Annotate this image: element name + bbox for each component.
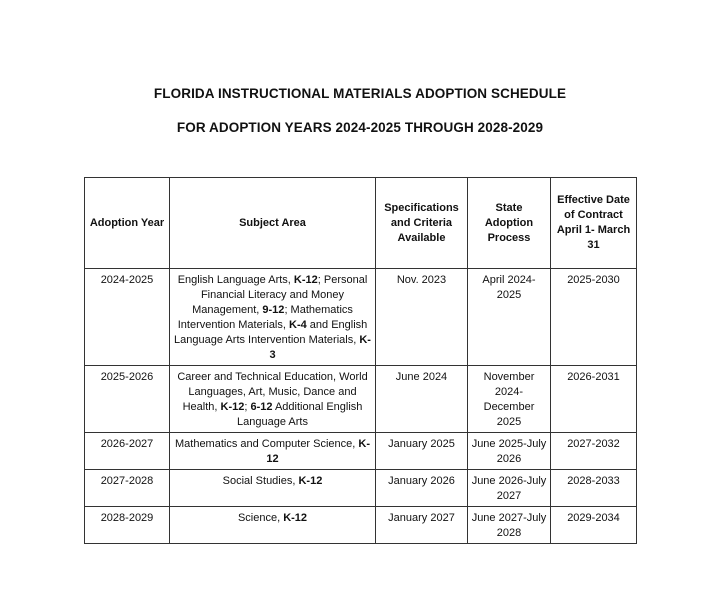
table-row <box>85 269 637 366</box>
cell-subject <box>170 366 376 433</box>
cell-spec: January 2025 <box>376 433 468 470</box>
cell-effective: 2028-2033 <box>551 470 637 507</box>
cell-year: 2025-2026 <box>85 366 170 433</box>
cell-spec: January 2026 <box>376 470 468 507</box>
cell-year: 2027-2028 <box>85 470 170 507</box>
grade-range: K-12 <box>293 274 318 286</box>
cell-subject <box>170 507 376 544</box>
cell-effective: 2026-2031 <box>551 366 637 433</box>
table-row <box>85 433 637 470</box>
cell-adoption: June 2025-July 2026 <box>468 433 551 470</box>
cell-subject <box>170 470 376 507</box>
header-subject-area: Subject Area <box>170 178 376 269</box>
subject-text: ; Personal Financial Literacy and Money Management, <box>192 274 368 316</box>
subject-text: Career and Technical Education, World Languages, Art, Music, Dance and Health, <box>177 371 368 413</box>
table-header-row <box>85 178 637 269</box>
header-state-adoption: State Adoption Process <box>468 178 551 269</box>
cell-effective: 2029-2034 <box>551 507 637 544</box>
grade-range: 6-12 <box>250 401 273 413</box>
table-row <box>85 470 637 507</box>
subject-text: Additional English Language Arts <box>237 401 363 428</box>
subject-text: ; <box>244 401 251 413</box>
grade-range: K-12 <box>283 512 308 524</box>
grade-range: K-12 <box>266 438 371 465</box>
subject-text: ; Mathematics Intervention Materials, <box>177 304 353 331</box>
table-row <box>85 507 637 544</box>
grade-range: K-3 <box>269 334 371 361</box>
subject-text: English Language Arts, <box>177 274 294 286</box>
cell-effective: 2027-2032 <box>551 433 637 470</box>
header-specifications: Specifications and Criteria Available <box>376 178 468 269</box>
cell-spec: January 2027 <box>376 507 468 544</box>
cell-spec: Nov. 2023 <box>376 269 468 366</box>
cell-spec: June 2024 <box>376 366 468 433</box>
document-subtitle: FOR ADOPTION YEARS 2024-2025 THROUGH 2028-2029 <box>176 120 544 135</box>
subject-text: Mathematics and Computer Science, <box>174 438 359 450</box>
cell-adoption: June 2027-July 2028 <box>468 507 551 544</box>
subject-text: Social Studies, <box>222 475 299 487</box>
grade-range: K-4 <box>289 319 307 331</box>
grade-range: 9-12 <box>262 304 285 316</box>
cell-year: 2024-2025 <box>85 269 170 366</box>
cell-adoption: November 2024-December 2025 <box>468 366 551 433</box>
header-effective-date: Effective Date of Contract April 1- March 31 <box>551 178 637 269</box>
cell-subject <box>170 269 376 366</box>
subject-text: Science, <box>237 512 284 524</box>
subject-text: and English Language Arts Intervention Materials, <box>174 319 368 346</box>
cell-year: 2028-2029 <box>85 507 170 544</box>
table-row <box>85 366 637 433</box>
cell-year: 2026-2027 <box>85 433 170 470</box>
cell-subject <box>170 433 376 470</box>
cell-adoption: June 2026-July 2027 <box>468 470 551 507</box>
cell-effective: 2025-2030 <box>551 269 637 366</box>
header-adoption-year: Adoption Year <box>85 178 170 269</box>
adoption-schedule-table <box>84 177 637 544</box>
cell-adoption: April 2024-2025 <box>468 269 551 366</box>
document-title: FLORIDA INSTRUCTIONAL MATERIALS ADOPTION SCHEDULE <box>153 86 567 101</box>
grade-range: K-12 <box>298 475 323 487</box>
grade-range: K-12 <box>220 401 245 413</box>
